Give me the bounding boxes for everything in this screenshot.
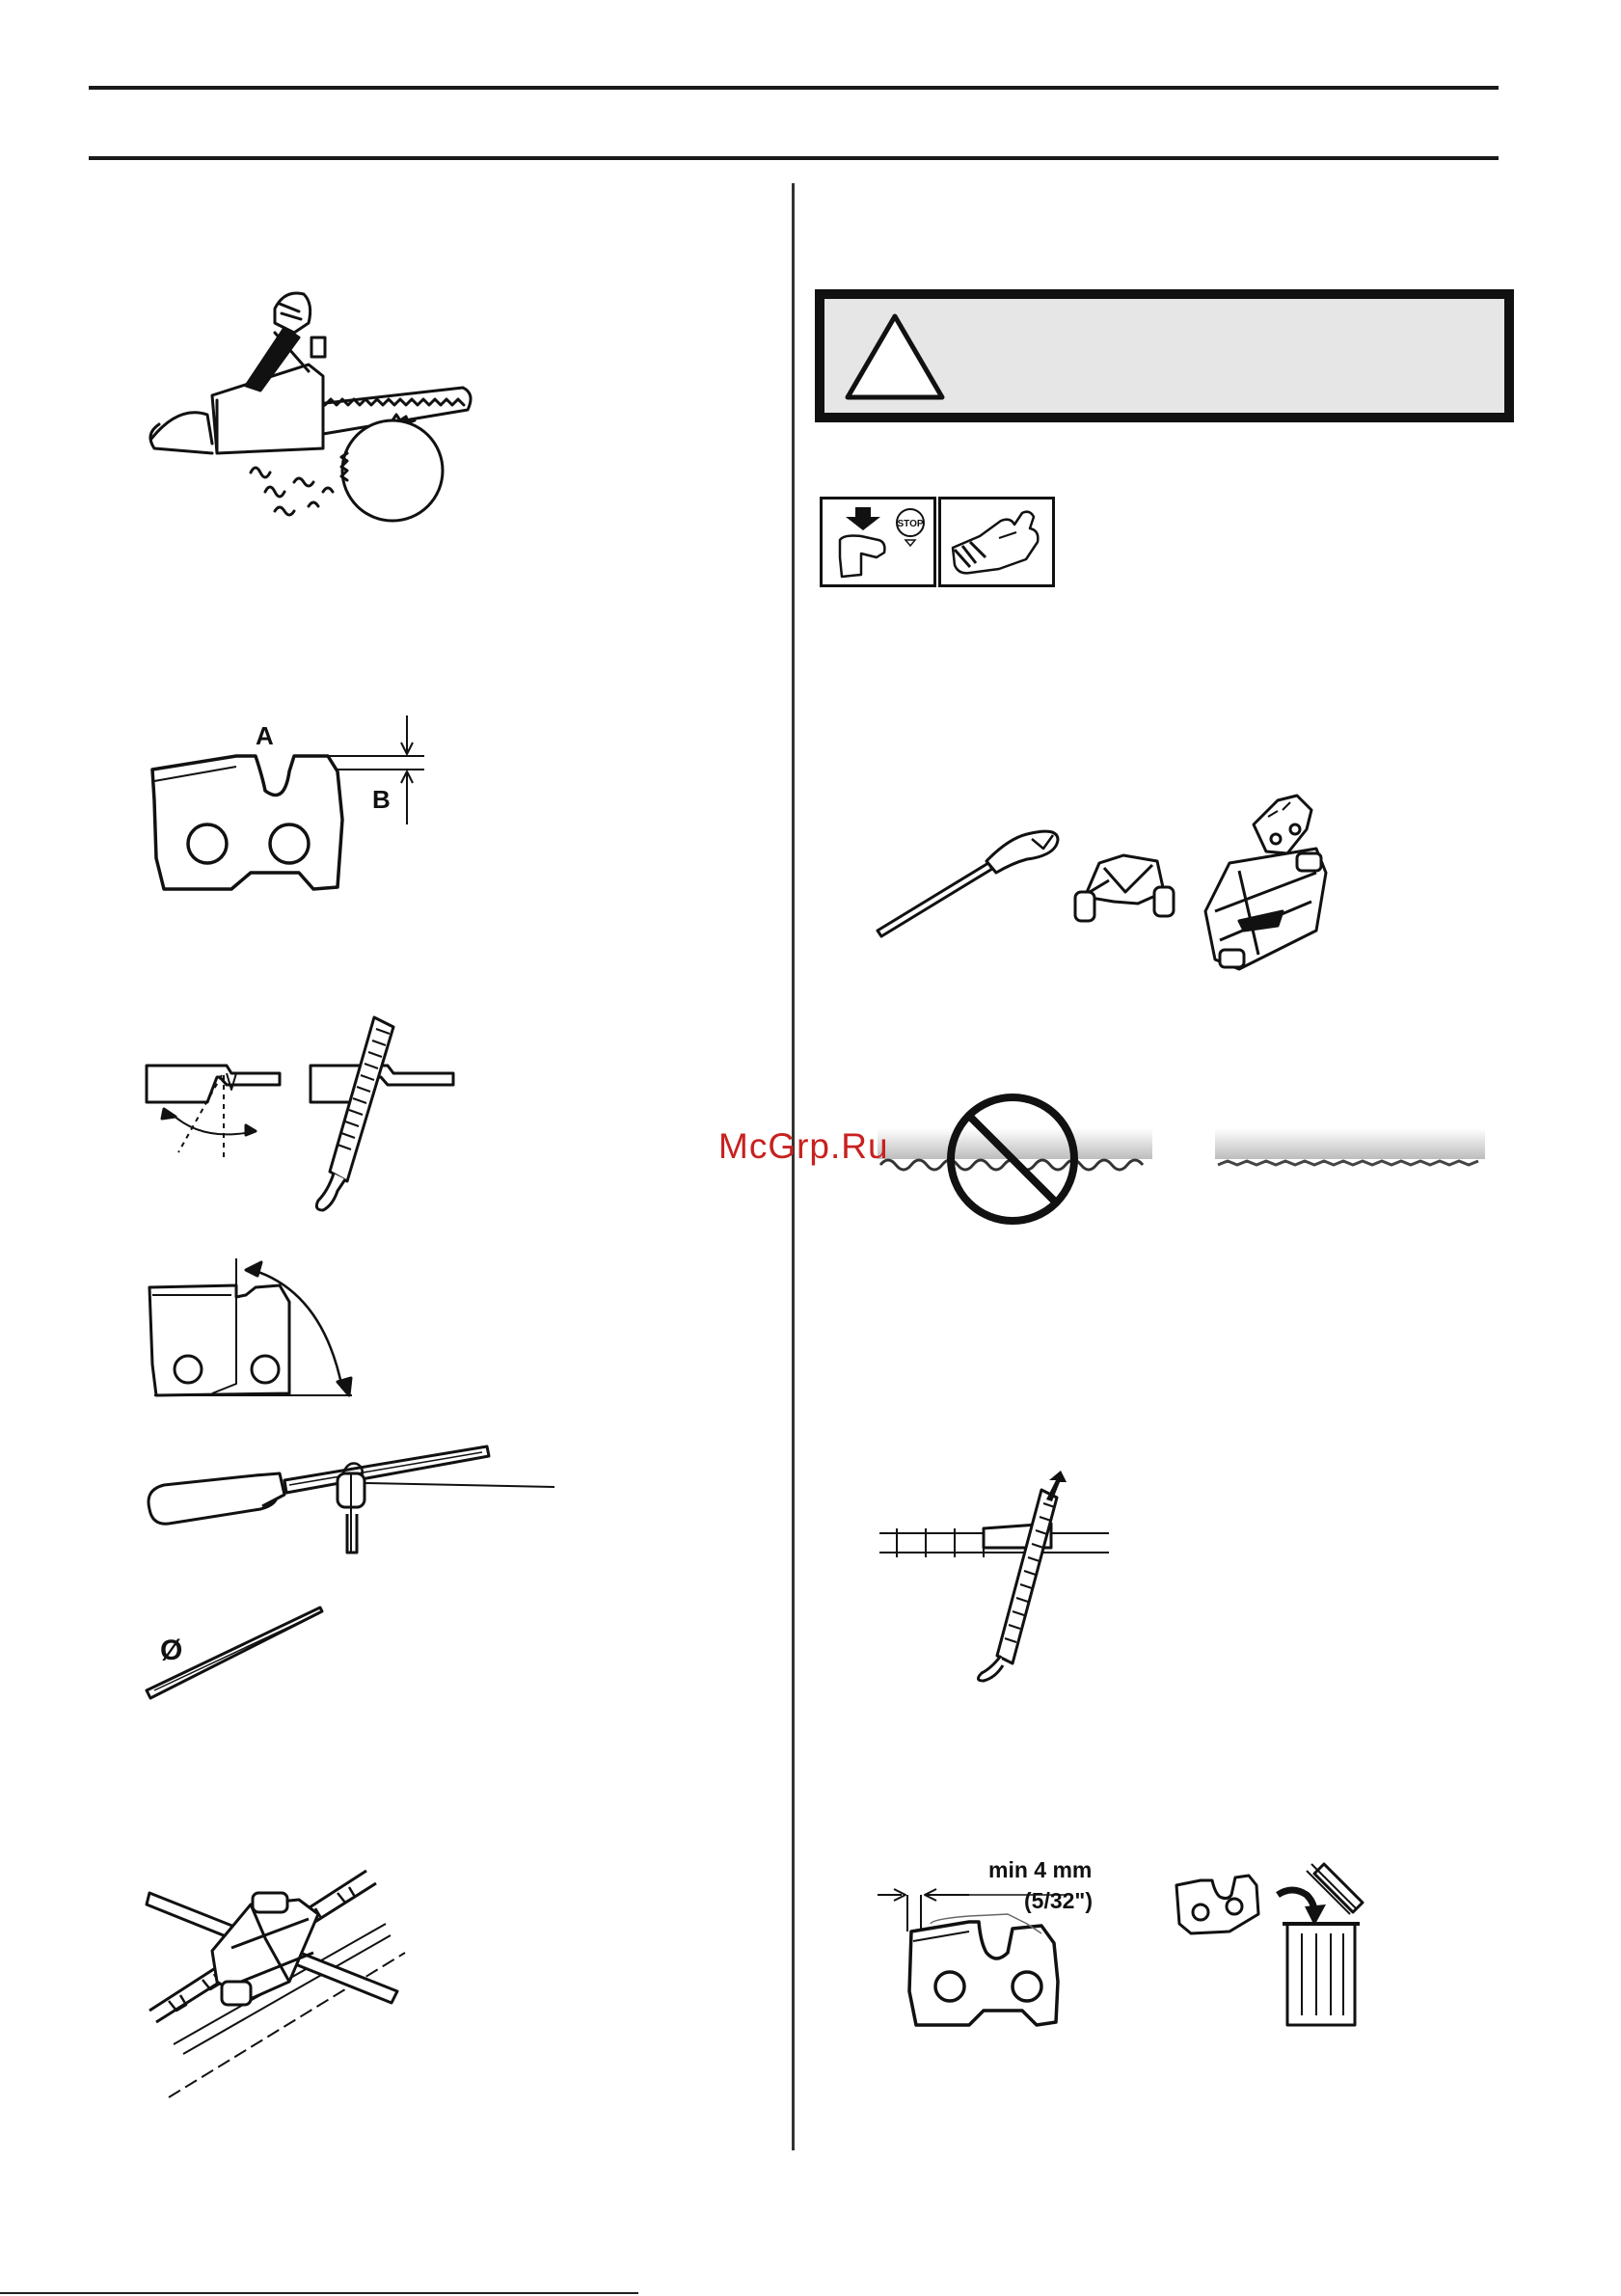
label-diameter: Ø bbox=[160, 1634, 183, 1666]
footer-rule bbox=[0, 2292, 638, 2294]
file-holder-figure bbox=[145, 1446, 559, 1562]
chain-bar-comparison-figure bbox=[873, 1090, 1490, 1234]
min-depth-label: min 4 mm bbox=[988, 1857, 1093, 1882]
chainsaw-operation-illustration bbox=[140, 280, 487, 530]
sharpening-tools-figure bbox=[873, 796, 1374, 979]
min-depth-inch-label: (5/32") bbox=[1024, 1888, 1093, 1913]
file-lift-figure bbox=[878, 1471, 1128, 1683]
header-rule-bottom bbox=[89, 156, 1499, 160]
cutter-depth-gauge-figure bbox=[145, 714, 434, 897]
label-a: A bbox=[256, 721, 274, 750]
label-b: B bbox=[372, 785, 391, 814]
column-divider bbox=[792, 183, 795, 2150]
watermark: McGrp.Ru bbox=[718, 1126, 889, 1166]
stop-label: STOP bbox=[897, 519, 924, 529]
stop-switch-icon bbox=[823, 500, 933, 584]
header-rule-top bbox=[89, 86, 1499, 90]
cutter-side-angle-figure bbox=[145, 1258, 366, 1403]
protective-glove-icon bbox=[941, 500, 1052, 584]
stop-switch-icon-box bbox=[820, 497, 936, 587]
file-gauge-on-chain-figure bbox=[145, 1847, 415, 2126]
warning-box bbox=[815, 289, 1514, 422]
warning-triangle-icon bbox=[842, 309, 948, 405]
glove-icon-box bbox=[938, 497, 1055, 587]
filing-angle-figure bbox=[145, 1017, 463, 1210]
round-file-figure bbox=[145, 1606, 338, 1702]
discard-cutter-figure bbox=[1172, 1856, 1384, 2030]
